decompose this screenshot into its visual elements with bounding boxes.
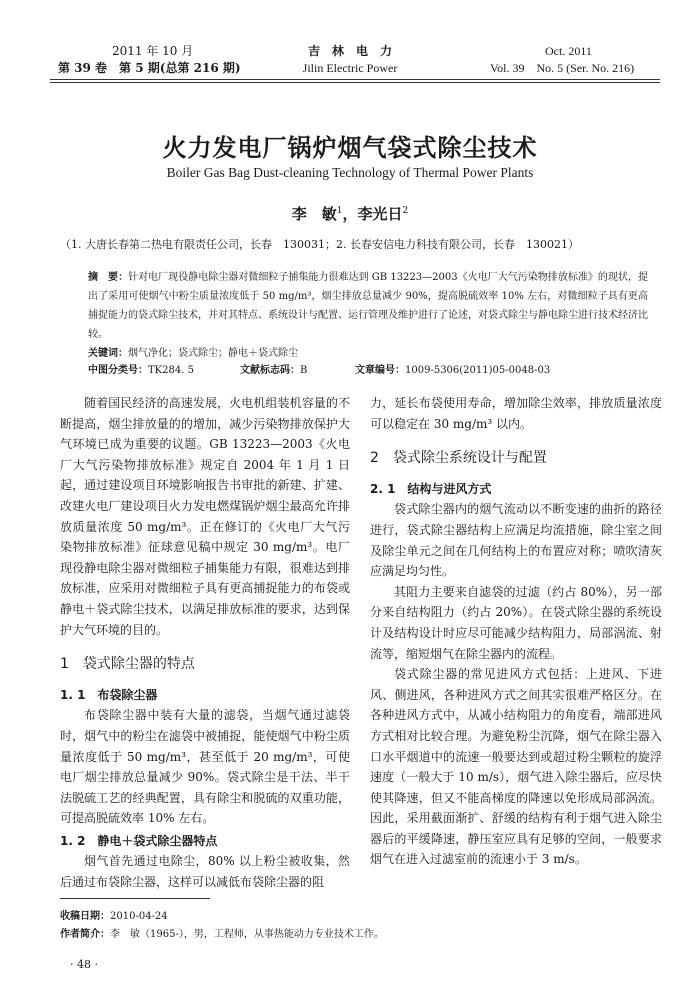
subsection-heading: 1. 2 静电＋袋式除尘器特点 [60,833,218,848]
paragraph: 力，延长布袋使用寿命，增加除尘效率，排放质量浓度可以稳定在 30 mg/m³ 以内。 [370,396,662,431]
article-label: 文章编号： [355,365,405,376]
paragraph: 烟气首先通过电除尘，80% 以上粉尘被收集，然后通过布袋除尘器，这样可以减低布袋除尘器的阻 [60,854,350,890]
received-value: 2010-04-24 [110,911,168,922]
bio-value: 李 敏（1965-），男，工程师，从事热能动力专业技术工作。 [110,929,384,940]
header-journal-en: Jilin Electric Power [302,61,398,75]
paragraph: 其阻力主要来自滤袋的过滤（约占 80%），另一部分来自结构阻力（约占 20%）。在袋式除尘器的系统设计及结构设计时应尽可能减少结构阻力，局部涡流、射流等，缩短烟气在除尘器内的流程。 [370,584,662,661]
subsection-heading: 1. 1 布袋除尘器 [60,687,158,702]
body-left-column [60,393,350,893]
bio-label: 作者简介： [60,929,110,940]
abstract-text: 针对电厂现役静电除尘器对微细粒子捕集能力很难达到 GB 13223—2003《火电厂大气污染物排放标准》的现状，提出了采用可使烟气中粉尘质量浓度低于 50 mg/m³，烟尘排放总量减少 90%，提高脱硫效率 10% 左右，对微细粒子具有更高捕捉能力的袋式除尘技术，并对其特点、系统设计与配置、运行管理及维护进行了论述，对袋式除尘与静电除尘进行技术经济比较。 [88,272,648,340]
header-journal-zh: 吉 林 电 力 [307,44,392,58]
body-right-column [370,393,662,870]
paragraph: 布袋除尘器中装有大量的滤袋，当烟气通过滤袋时，烟气中的粉尘在滤袋中被捕捉，能使烟气中粉尘质量浓度低于 50 mg/m³，甚至低于 20 mg/m³，可使电厂烟尘排放总量减少 90%。袋式除尘是干法、半干法脱硫工艺的经典配置，具有除尘和脱硫的双重功能，可提高脱硫效率 10% 左右。 [60,708,350,826]
title-en: Boiler Gas Bag Dust-cleaning Technology of Thermal Power Plants [166,165,534,180]
header-volume-zh: 第 39 卷 第 5 期(总第 216 期) [58,61,241,75]
header-rule-top [50,79,660,80]
header-date-en: Oct. 2011 [545,44,592,58]
section-heading: 1 袋式除尘器的特点 [60,656,195,673]
author-bio [60,925,384,940]
article-value: 1009-5306(2011)05-0048-03 [405,365,551,376]
abstract [88,268,648,363]
doc-label: 文献标志码： [240,365,300,376]
footnote-rule [60,898,210,899]
author-separator: ， [342,205,358,223]
keywords-label: 关键词： [88,348,128,359]
affiliation: （1. 大唐长春第二热电有限责任公司，长春 130031；2. 长春安信电力科技有限公司，长春 130021） [60,238,579,251]
paragraph: 袋式除尘器的常见进风方式包括：上进风、下进风、侧进风，各种进风方式之间其实很难严格区分。在各种进风方式中，从减小结构阻力的角度看，端部进风方式相对比较合理。为避免粉尘沉降，烟气在除尘器入口水平烟道中的流速一般要达到或超过粉尘颗粒的旋浮速度（一般大于 10 m/s），烟气进入除尘器后，应尽快使其降速，但又不能高梯度的降速以免形成局部涡流。因此，采用截面渐扩、舒缓的结构有利于烟气进入除尘器后的平缓降速，静压室应具有足够的空间，一般要求烟气在进入过滤室前的流速小于 3 m/s。 [370,667,662,867]
keywords-text: 烟气净化；袋式除尘；静电＋袋式除尘 [128,348,298,359]
clc-number [88,361,194,376]
author-1-mark: 1 [336,206,343,216]
author-1: 李 敏 [291,205,337,223]
header-date-zh: 2011 年 10 月 [112,44,194,58]
subsection-heading: 2. 1 结构与进风方式 [370,481,492,496]
header-volume-en: Vol. 39 No. 5 (Ser. No. 216) [490,61,635,75]
page-number: · 48 · [70,958,98,971]
clc-value: TK284. 5 [148,365,194,376]
section-heading: 2 袋式除尘系统设计与配置 [370,450,547,467]
article-number [355,361,550,376]
received-label: 收稿日期： [60,911,110,922]
paragraph: 袋式除尘器内的烟气流动以不断变速的曲折的路径进行，袋式除尘器结构上应满足均流措施，除尘室之间及除尘单元之间在几何结构上的布置应对称；喷吹清灰应满足均匀性。 [370,502,662,579]
header-rule-bottom [50,82,660,83]
title-zh: 火力发电厂锅炉烟气袋式除尘技术 [162,133,538,162]
doc-value: B [300,365,308,376]
paragraph: 随着国民经济的高速发展，火电机组装机容量的不断提高，烟尘排放量的的增加，减少污染物排放保护大气环境已成为重要的议题。GB 13223—2003《火电厂大气污染物排放标准》规定自 2004 年 1 月 1 日起，通过建设项目环境影响报告书审批的新建、扩建、改建火电厂建设项目火力发电燃煤锅炉烟尘最高允许排放质量浓度 50 mg/m³。正在修订的《火电厂大气污染物排放标准》征球意见稿中规定 30 mg/m³。电厂现役静电除尘器对微细粒子捕集能力有限，很难达到排放标准，应采用对微细粒子具有更高捕捉能力的布袋或静电＋袋式除尘技术，以满足排放标准的要求，达到保护大气环境的目的。 [60,396,350,637]
authors [0,203,700,224]
clc-label: 中图分类号： [88,365,148,376]
received-date [60,907,168,922]
abstract-label: 摘 要： [88,272,129,283]
document-code [240,361,307,376]
author-2: 李光日 [357,205,403,223]
author-2-mark: 2 [402,206,409,216]
